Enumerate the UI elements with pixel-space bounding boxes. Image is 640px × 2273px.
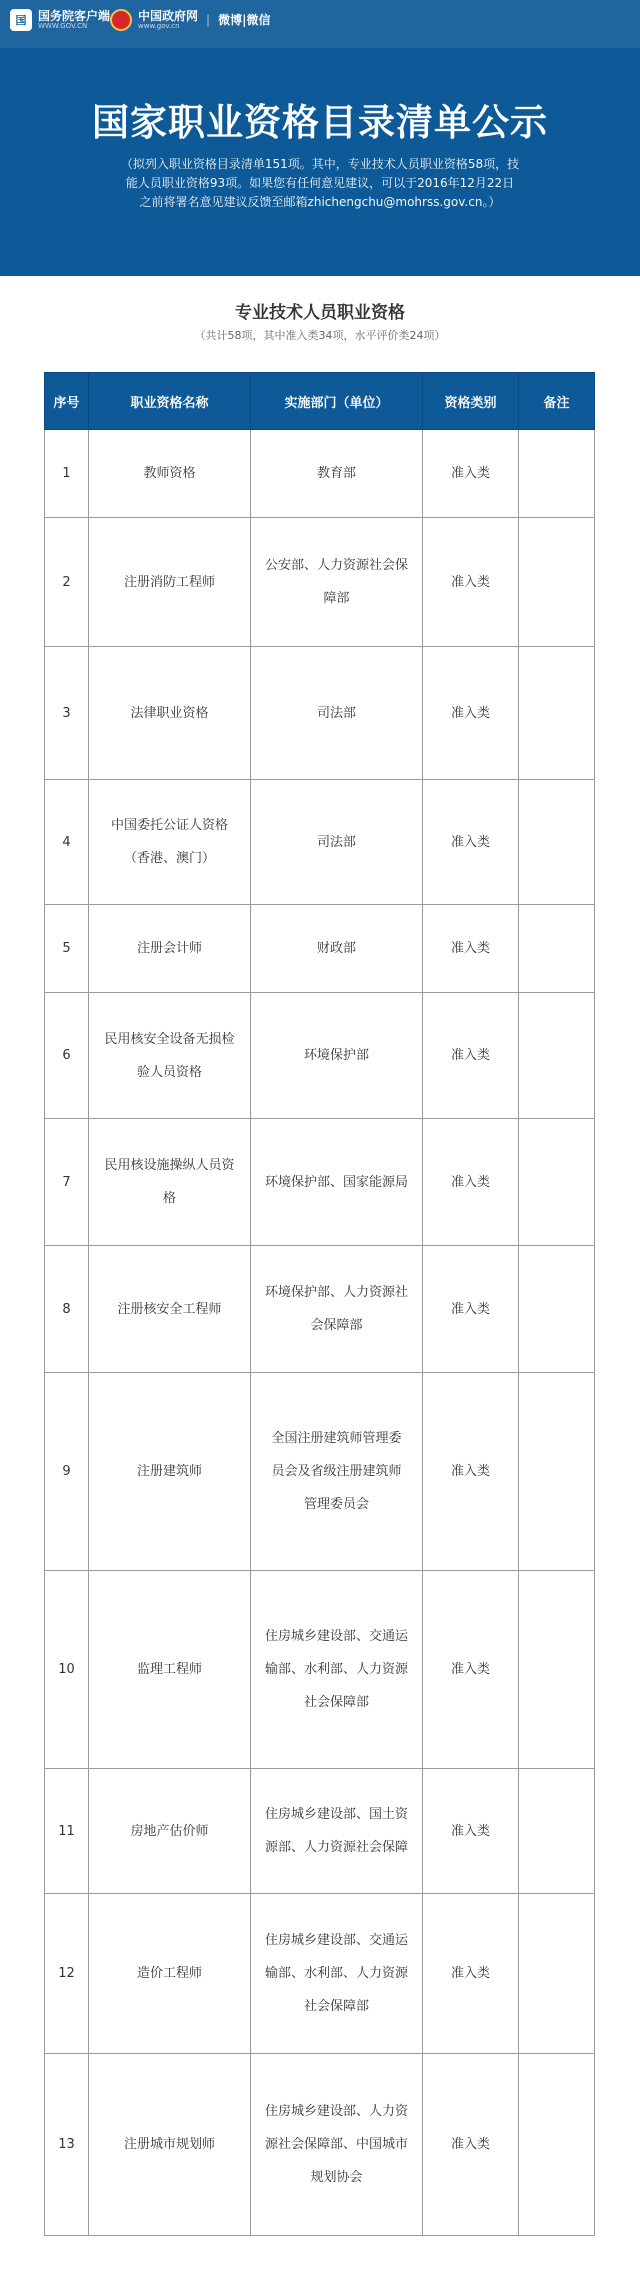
column-header-dept: 实施部门（单位） [251,373,423,430]
cell-no: 9 [45,1373,89,1571]
cell-no: 3 [45,647,89,780]
cell-name: 注册会计师 [89,905,251,993]
cell-dept: 环境保护部、人力资源社 会保障部 [251,1246,423,1373]
cell-dept: 环境保护部、国家能源局 [251,1119,423,1246]
cell-note [519,1246,595,1373]
cell-no: 2 [45,518,89,647]
cell-category: 准入类 [423,1571,519,1769]
cell-no: 10 [45,1571,89,1769]
cell-no: 13 [45,2054,89,2236]
cell-name: 造价工程师 [89,1894,251,2054]
cell-note [519,1571,595,1769]
cell-no: 12 [45,1894,89,2054]
table-row [45,1246,595,1373]
cell-category: 准入类 [423,1769,519,1894]
cell-name: 监理工程师 [89,1571,251,1769]
table-row [45,647,595,780]
brand-channels[interactable]: 微博|微信 [218,13,271,27]
column-header-note: 备注 [519,373,595,430]
table-row [45,780,595,905]
cell-dept: 住房城乡建设部、国土资 源部、人力资源社会保障 [251,1769,423,1894]
cell-note [519,2054,595,2236]
page-description [115,155,525,212]
table-row [45,1894,595,2054]
cell-name: 注册消防工程师 [89,518,251,647]
cell-name: 教师资格 [89,430,251,518]
column-header-no: 序号 [45,373,89,430]
table-row [45,905,595,993]
cell-category: 准入类 [423,1246,519,1373]
description-line: 之前将署名意见建议反馈至邮箱zhichengchu@mohrss.gov.cn。） [139,195,501,209]
cell-category: 准入类 [423,1373,519,1571]
cell-dept: 环境保护部 [251,993,423,1119]
cell-note [519,993,595,1119]
header-banner [0,0,640,276]
cell-note [519,1373,595,1571]
table-row [45,1769,595,1894]
cell-note [519,518,595,647]
cell-no: 11 [45,1769,89,1894]
cell-no: 1 [45,430,89,518]
cell-category: 准入类 [423,518,519,647]
table-row [45,1119,595,1246]
cell-name: 注册城市规划师 [89,2054,251,2236]
cell-category: 准入类 [423,1119,519,1246]
cell-note [519,780,595,905]
brand-right-sub: www.gov.cn [138,22,180,30]
table-row [45,430,595,518]
qualification-table [44,372,595,2236]
description-line: （拟列入职业资格目录清单151项。其中，专业技术人员职业资格58项，技 [120,157,520,171]
cell-no: 6 [45,993,89,1119]
description-line: 能人员职业资格93项。如果您有任何意见建议，可以于2016年12月22日 [125,176,515,190]
cell-name: 注册建筑师 [89,1373,251,1571]
national-emblem-icon [110,9,132,31]
table-header-row [45,373,595,430]
cell-note [519,430,595,518]
table-row [45,993,595,1119]
brand-right-name: 中国政府网 [138,9,199,23]
table-row [45,1373,595,1571]
cell-name: 法律职业资格 [89,647,251,780]
table-row [45,1571,595,1769]
cell-category: 准入类 [423,647,519,780]
cell-name: 注册核安全工程师 [89,1246,251,1373]
cell-name: 民用核设施操纵人员资 格 [89,1119,251,1246]
cell-category: 准入类 [423,430,519,518]
cell-category: 准入类 [423,905,519,993]
cell-name: 房地产估价师 [89,1769,251,1894]
brand-left-sub: WWW.GOV.CN [38,22,88,30]
brand-separator: | [206,13,211,27]
cell-note [519,1894,595,2054]
cell-no: 5 [45,905,89,993]
cell-name: 中国委托公证人资格 （香港、澳门） [89,780,251,905]
cell-name: 民用核安全设备无损检 验人员资格 [89,993,251,1119]
cell-dept: 住房城乡建设部、交通运 输部、水利部、人力资源 社会保障部 [251,1571,423,1769]
cell-dept: 司法部 [251,647,423,780]
column-header-name: 职业资格名称 [89,373,251,430]
brand-left-name: 国务院客户端 [38,9,111,23]
section-subtitle: （共计58项，其中准入类34项，水平评价类24项） [194,329,446,342]
cell-note [519,905,595,993]
cell-dept: 住房城乡建设部、人力资 源社会保障部、中国城市 规划协会 [251,2054,423,2236]
table-row [45,2054,595,2236]
column-header-category: 资格类别 [423,373,519,430]
cell-note [519,1119,595,1246]
cell-note [519,647,595,780]
cell-category: 准入类 [423,780,519,905]
brand-gov-cn[interactable] [110,9,270,31]
cell-dept: 住房城乡建设部、交通运 输部、水利部、人力资源 社会保障部 [251,1894,423,2054]
cell-dept: 财政部 [251,905,423,993]
brand-state-council[interactable] [10,9,110,31]
page-title: 国家职业资格目录清单公示 [92,101,548,144]
cell-no: 8 [45,1246,89,1373]
cell-category: 准入类 [423,1894,519,2054]
state-council-logo-icon: 国 [10,9,32,31]
cell-dept: 公安部、人力资源社会保 障部 [251,518,423,647]
cell-category: 准入类 [423,993,519,1119]
cell-category: 准入类 [423,2054,519,2236]
cell-dept: 司法部 [251,780,423,905]
cell-note [519,1769,595,1894]
table-row [45,518,595,647]
cell-dept: 全国注册建筑师管理委 员会及省级注册建筑师 管理委员会 [251,1373,423,1571]
cell-no: 4 [45,780,89,905]
section-title: 专业技术人员职业资格 [235,303,405,323]
cell-dept: 教育部 [251,430,423,518]
cell-no: 7 [45,1119,89,1246]
